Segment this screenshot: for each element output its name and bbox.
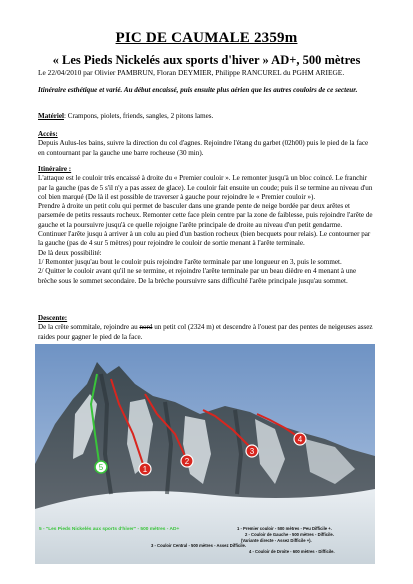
descente-heading: Descente:	[38, 314, 68, 322]
descente-section	[38, 314, 376, 342]
itineraire-paragraph: De là deux possibilité:	[38, 248, 102, 257]
svg-text:2: 2	[184, 457, 190, 466]
route-subtitle: « Les Pieds Nickelés aux sports d'hiver » AD+, 500 mètres	[52, 53, 361, 67]
itineraire-paragraph: L'attaque est le couloir très encaissé à droite du « Premier couloir ». Le remonter jusqu'à un bloc coincé. Le franchir par la gauche (pas de 5 s'il n'y a pas assez de glace). Le couloir fait ensuite un coude; puis il se termine au niveau d'un col bien marqué (De là il est possible de traverser à gauche pour rejoindre le « Premier couloir »).	[38, 174, 373, 201]
itineraire-paragraph: 1/ Remonter jusqu'au bout le couloir puis rejoindre l'arête terminale par une longueur en 3, puis le sommet.	[38, 257, 342, 266]
photo-legend-line: (Variante directe - Assez Difficile +).	[241, 538, 312, 543]
svg-text:1: 1	[142, 465, 148, 474]
itineraire-paragraph: Prendre à droite un petit colu qui permet de basculer dans une grande pente de neige bordée par deux arêtes et parsemée de petits ressauts rocheux. Remonter cette face plein centre par la zone de faiblesse, puis rejoindre l'arête de gauche et la poursuivre jusqu'à ce quelle rejoigne l'arête principale de droite au niveau d'un petit gendarme.	[38, 202, 373, 229]
mountain-photo-drawing	[35, 344, 375, 564]
descente-text-start: De la crête sommitale, rejoindre au	[38, 323, 140, 332]
photo-legend-line: 2 - Couloir de Gauche - 500 mètres - Difficile.	[245, 532, 334, 537]
materiel-text: : Crampons, piolets, friends, sangles, 2 pitons lames.	[64, 112, 214, 120]
descente-text-end: un petit col (2324 m) et descendre à l'ouest par des pentes de neigeuses assez raides pour gagner le pied de la face.	[38, 323, 373, 341]
photo-caption-green: 5 - "Les Pieds Nickelés aux sports d'hiver" - 500 mètres - AD+	[39, 527, 180, 532]
route-marker-1	[139, 463, 151, 475]
materiel-heading: Matériel	[38, 112, 64, 120]
photo-legend-line: 3 - Couloir Central - 500 mètres - Assez Difficile.	[151, 543, 247, 548]
svg-text:3: 3	[249, 447, 255, 456]
itineraire-paragraph: Continuer l'arête jusqu à arriver à un colu au pied d'un bastion rocheux (bien becquets pour relais). Le contourner par la gauche (pas de 4 sur 5 mètres) pour rejoindre le couloir de sortie menant à l'arête terminale.	[38, 230, 371, 248]
itineraire-heading: Itinéraire :	[38, 165, 72, 173]
route-marker-3	[246, 445, 258, 457]
itineraire-section	[38, 165, 376, 286]
acces-section	[38, 130, 376, 158]
route-marker-5	[95, 461, 107, 473]
intro-paragraph: Itinéraire esthétique et varié. Au début encaissé, puis ensuite plus aérien que les autres couloirs de ce secteur.	[38, 86, 358, 94]
route-marker-2	[181, 455, 193, 467]
page-title: PIC DE CAUMALE 2359m	[115, 30, 298, 46]
mountain-photo	[35, 344, 375, 564]
svg-text:4: 4	[297, 435, 303, 444]
itineraire-paragraph: 2/ Quitter le couloir avant qu'il ne se termine, et rejoindre l'arête terminale par un beau dièdre en 4 menant à une brèche sous le sommet secondaire. De la brèche poursuivre sans difficulté l'arête principale jusqu'au sommet.	[38, 267, 357, 285]
photo-legend-line: 4 - Couloir de Droite - 600 mètres - Difficile.	[249, 549, 335, 554]
ascent-meta: Le 22/04/2010 par Olivier PAMBRUN, Floran DEYMIER, Philippe RANCUREL du PGHM ARIEGE.	[38, 68, 345, 77]
acces-text: Depuis Aulus-les bains, suivre la direction du col d'agnes. Rejoindre l'étang du garbet (02h00) puis le pied de la face en contournant par la gauche une barre rocheuse (30 min).	[38, 139, 369, 157]
materiel-section	[38, 112, 376, 121]
route-marker-4	[294, 433, 306, 445]
descente-struck-word: nord	[139, 323, 153, 332]
acces-heading: Accès:	[38, 130, 58, 138]
photo-legend-line: 1 - Premier couloir - 500 mètres - Peu Difficile +.	[237, 526, 332, 531]
svg-text:5: 5	[98, 463, 104, 472]
